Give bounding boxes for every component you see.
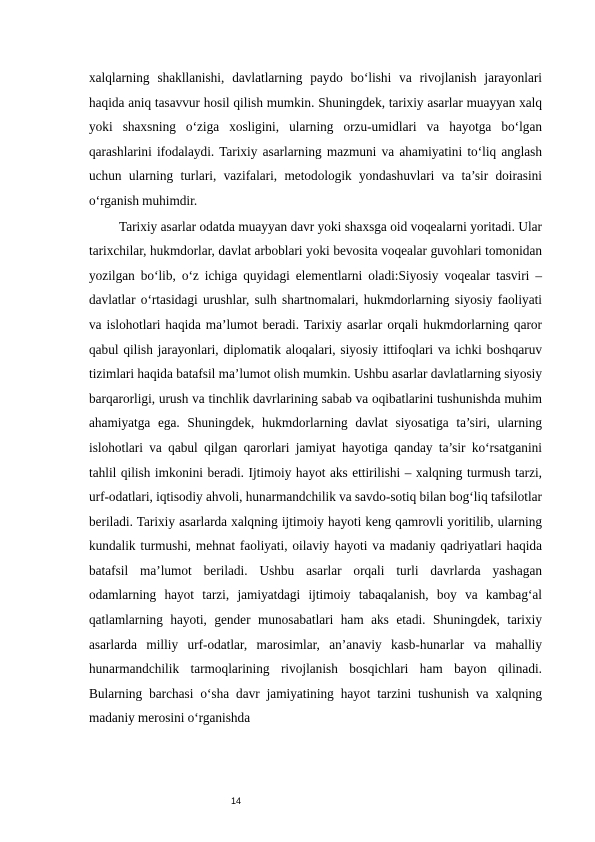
paragraph-historical-works: Tarixiy asarlar odatda muayyan davr yoki shaxsga oid voqealarni yoritadi. Ular tarixchilar, hukmdorlar, davlat arboblari yoki bevosita voqealar guvohlari tomonidan yozilgan bo‘lib, o‘z ichiga quyidagi elementlarni oladi:Siyosiy voqealar tasviri – davlatlar o‘rtasidagi urushlar, sulh shartnomalari, hukmdorlarning siyosiy faoliyati va islohotlari haqida ma’lumot beradi. Tarixiy asarlar orqali hukmdorlarning qaror qabul qilish jarayonlari, diplomatik aloqalari, siyosiy ittifoqlari va ichki boshqaruv tizimlari haqida batafsil ma’lumot olish mumkin. Ushbu asarlar davlatlarning siyosiy barqarorligi, urush va tinchlik davrlarining sabab va oqibatlarini tushunishda muhim ahamiyatga ega. Shuningdek, hukmdorlarning davlat siyosatiga ta’siri, ularning islohotlari va qabul qilgan qarorlari jamiyat hayotiga qanday ta’sir ko‘rsatganini tahlil qilish imkonini beradi. Ijtimoiy hayot aks ettirilishi – xalqning turmush tarzi, urf-odatlari, iqtisodiy ahvoli, hunarmandchilik va savdo-sotiq bilan bog‘liq tafsilotlar beriladi. Tarixiy asarlarda xalqning ijtimoiy hayoti keng qamrovli yoritilib, ularning kundalik turmushi, mehnat faoliyati, oilaviy hayoti va madaniy qadriyatlari haqida batafsil ma’lumot beriladi. Ushbu asarlar orqali turli davrlarda yashagan odamlarning hayot tarzi, jamiyatdagi ijtimoiy tabaqalanish, boy va kambag‘al qatlamlarning hayoti, gender munosabatlari ham aks etadi. Shuningdek, tarixiy asarlarda milliy urf-odatlar, marosimlar, an’anaviy kasb-hunarlar va mahalliy hunarmandchilik tarmoqlarining rivojlanish bosqichlari ham bayon qilinadi. Bularning barchasi o‘sha davr jamiyatining hayot tarzini tushunish va xalqning madaniy merosini o‘rganishda [89, 218, 542, 726]
page-number: 14 [231, 796, 242, 806]
page-body [89, 66, 542, 731]
paragraph-continuation: xalqlarning shakllanishi, davlatlarning paydo bo‘lishi va rivojlanish jarayonlari haqida aniq tasavvur hosil qilish mumkin. Shuningdek, tarixiy asarlar muayyan xalq yoki shaxsning o‘ziga xosligini, ularning orzu-umidlari va hayotga bo‘lgan qarashlarini ifodalaydi. Tarixiy asarlarning mazmuni va ahamiyatini to‘liq anglash uchun ularning turlari, vazifalari, metodologik yondashuvlari va ta’sir doirasini o‘rganish muhimdir. [89, 70, 542, 208]
